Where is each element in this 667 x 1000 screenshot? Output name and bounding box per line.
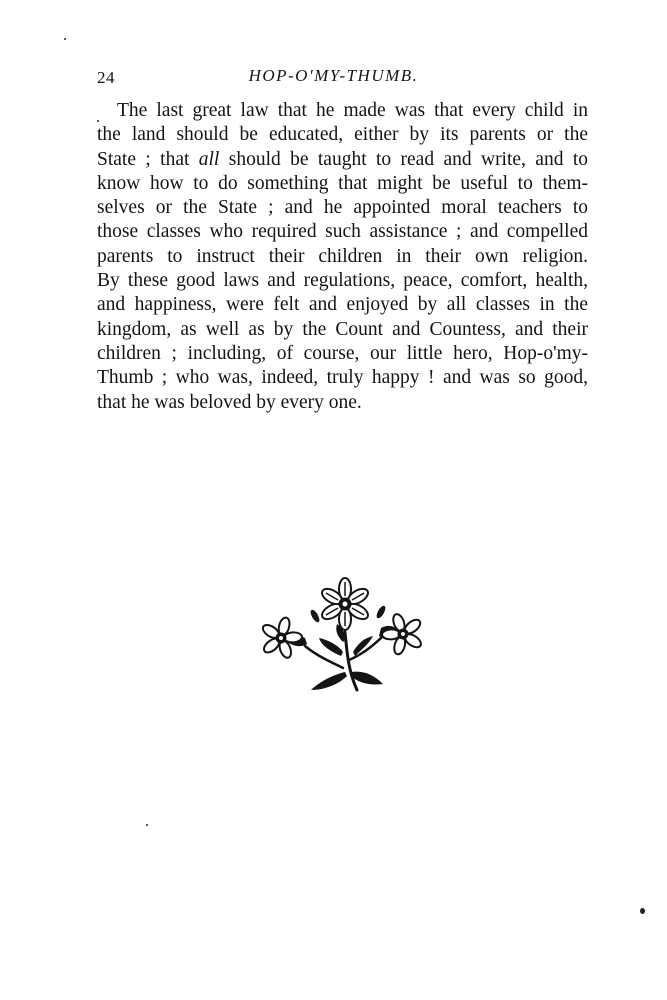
text-line: selves or the State ; and he appointed moral teachers to [97, 197, 588, 219]
text-line: that he was beloved by every one. [97, 391, 362, 413]
page-number: 24 [97, 68, 115, 87]
text-line: and happiness, were felt and enjoyed by all classes in the [97, 294, 588, 316]
text-line: Thumb ; who was, indeed, truly happy ! and was so good, [97, 367, 588, 389]
print-speck [146, 824, 148, 826]
print-speck [64, 38, 66, 40]
running-title: HOP-O'MY-THUMB. [248, 66, 419, 85]
print-speck [640, 908, 645, 914]
text-line: the land should be educated, either by its parents or the [97, 124, 588, 146]
text-line: those classes who required such assistance ; and compelled [97, 221, 588, 243]
text-line: The last great law that he made was that every child in [117, 100, 588, 121]
text-line-with-emphasis [97, 148, 588, 172]
emphasized-word: all [198, 148, 220, 170]
text-line: kingdom, as well as by the Count and Countess, and their [97, 318, 588, 340]
text-line: By these good laws and regulations, peace, comfort, health, [97, 270, 588, 292]
print-speck [97, 120, 99, 122]
text-line: children ; including, of course, our little hero, Hop-o'my- [97, 342, 588, 364]
flower-spray-vignette-icon [253, 572, 429, 694]
text-line: parents to instruct their children in their own religion. [97, 245, 588, 267]
text-line: know how to do something that might be useful to them- [97, 172, 588, 194]
text-segment: should be taught to read and write, and to [219, 148, 588, 170]
body-paragraph [97, 99, 588, 415]
text-segment: State ; that [97, 148, 199, 170]
